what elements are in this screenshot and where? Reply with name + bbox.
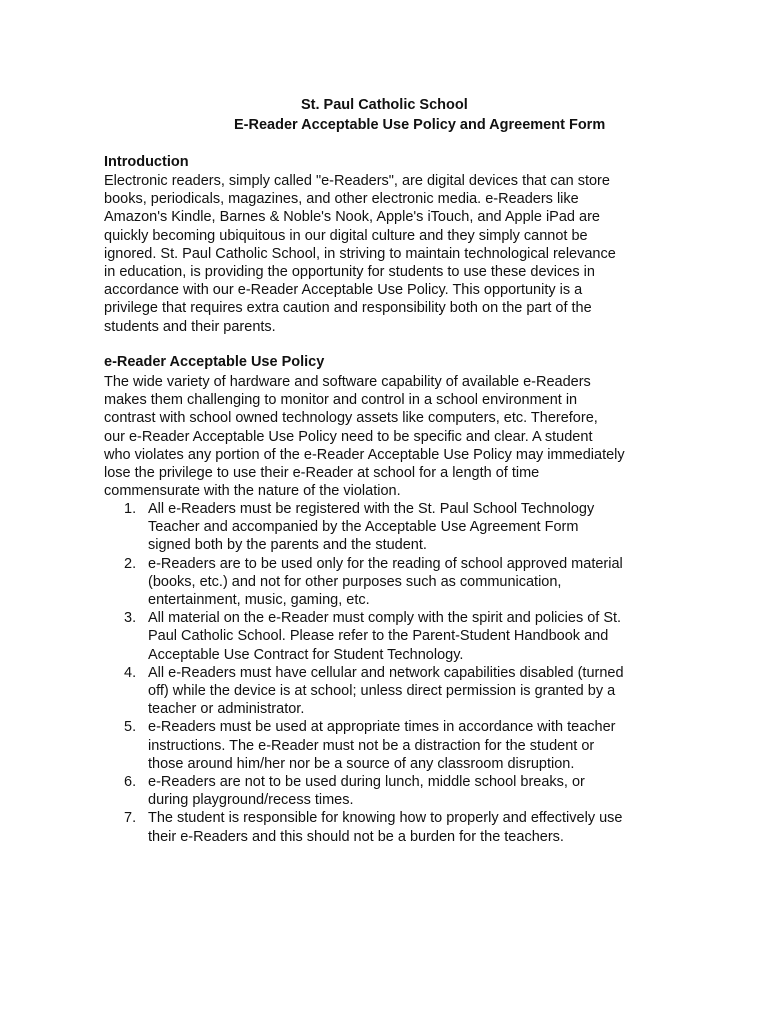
list-number: 5. (124, 719, 137, 736)
text-line: contrast with school owned technology assets like computers, etc. Therefore, (104, 410, 598, 427)
text-line: during playground/recess times. (148, 792, 354, 809)
text-line: e-Readers are to be used only for the reading of school approved material (148, 555, 623, 572)
text-line: entertainment, music, gaming, etc. (148, 592, 370, 609)
text-line: books, periodicals, magazines, and other electronic media. e-Readers like (104, 191, 579, 208)
form-title: E-Reader Acceptable Use Policy and Agreement Form (234, 117, 606, 133)
policy-paragraph (104, 373, 664, 500)
text-line: accordance with our e-Reader Acceptable Use Policy. This opportunity is a (104, 282, 583, 299)
text-line: students and their parents. (104, 318, 276, 335)
introduction-heading: Introduction (104, 154, 189, 170)
list-number: 1. (124, 501, 137, 517)
text-line: Paul Catholic School. Please refer to the Parent-Student Handbook and (148, 628, 609, 645)
text-line: off) while the device is at school; unless direct permission is granted by a (148, 683, 616, 700)
text-line: teacher or administrator. (148, 701, 305, 718)
list-number: 3. (124, 610, 137, 627)
text-line: Electronic readers, simply called "e-Readers", are digital devices that can store (104, 173, 610, 189)
list-number: 6. (124, 774, 137, 791)
text-line: commensurate with the nature of the violation. (104, 483, 401, 500)
policy-heading: e-Reader Acceptable Use Policy (104, 354, 325, 370)
list-item (104, 609, 674, 664)
text-line: in education, is providing the opportunity for students to use these devices in (104, 264, 595, 281)
text-line: (books, etc.) and not for other purposes such as communication, (148, 573, 562, 590)
text-line: quickly becoming ubiquitous in our digital culture and they simply cannot be (104, 227, 588, 244)
text-line: ignored. St. Paul Catholic School, in striving to maintain technological relevance (104, 245, 616, 262)
list-item (104, 555, 674, 610)
text-line: Amazon's Kindle, Barnes & Noble's Nook, Apple's iTouch, and Apple iPad are (104, 209, 600, 226)
school-name: St. Paul Catholic School (301, 97, 468, 113)
list-item (104, 718, 674, 773)
text-line: Acceptable Use Contract for Student Technology. (148, 646, 464, 663)
list-item (104, 500, 674, 555)
list-item (104, 664, 674, 719)
list-number: 2. (124, 555, 137, 572)
introduction-paragraph (104, 172, 664, 336)
text-line: instructions. The e-Reader must not be a distraction for the student or (148, 737, 595, 754)
list-number: 4. (124, 664, 137, 681)
text-line: who violates any portion of the e-Reader Acceptable Use Policy may immediately (104, 446, 625, 463)
text-line: their e-Readers and this should not be a burden for the teachers. (148, 828, 564, 845)
text-line: e-Readers must be used at appropriate times in accordance with teacher (148, 719, 616, 736)
text-line: e-Readers are not to be used during lunch, middle school breaks, or (148, 774, 585, 791)
text-line: All material on the e-Reader must comply with the spirit and policies of St. (148, 610, 622, 627)
text-line: signed both by the parents and the student. (148, 537, 427, 554)
list-item (104, 809, 674, 845)
text-line: The wide variety of hardware and software capability of available e-Readers (104, 374, 591, 390)
text-line: those around him/her nor be a source of any classroom disruption. (148, 755, 575, 772)
text-line: makes them challenging to monitor and control in a school environment in (104, 392, 578, 409)
list-item (104, 773, 674, 809)
text-line: Teacher and accompanied by the Acceptable Use Agreement Form (148, 519, 579, 536)
list-number: 7. (124, 810, 137, 827)
text-line: All e-Readers must be registered with the St. Paul School Technology (148, 501, 595, 517)
text-line: The student is responsible for knowing how to properly and effectively use (148, 810, 623, 827)
text-line: our e-Reader Acceptable Use Policy need to be specific and clear. A student (104, 428, 593, 445)
text-line: privilege that requires extra caution and responsibility both on the part of the (104, 300, 592, 317)
text-line: lose the privilege to use their e-Reader at school for a length of time (104, 465, 540, 482)
policy-rules-list (104, 500, 674, 846)
text-line: All e-Readers must have cellular and network capabilities disabled (turned (148, 664, 624, 681)
